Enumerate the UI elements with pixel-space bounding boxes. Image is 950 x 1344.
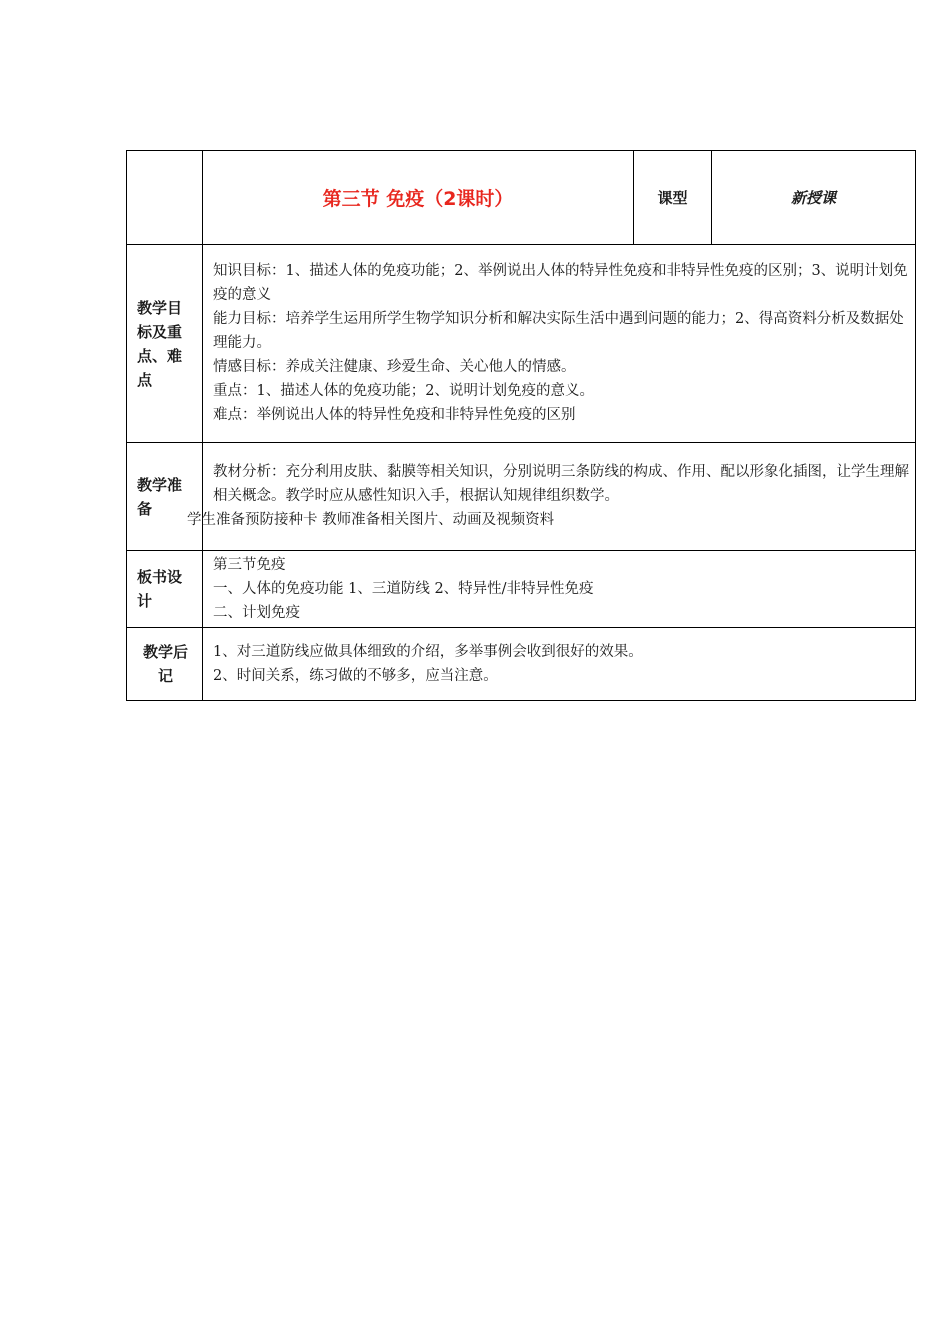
objectives-label: 教学目标及重点、难点 — [127, 245, 203, 443]
ability-objective: 能力目标：培养学生运用所学生物学知识分析和解决实际生活中遇到问题的能力；2、得高资料分析及数据处理能力。 — [213, 311, 904, 351]
lesson-type-value: 新授课 — [712, 151, 916, 245]
reflection-label: 教学后记 — [127, 628, 203, 701]
material-analysis: 教材分析：充分利用皮肤、黏膜等相关知识，分别说明三条防线的构成、作用、配以形象化插图，让学生理解相关概念。教学时应从感性知识入手，根据认知规律组织数学。 — [213, 464, 909, 504]
board-design-label: 板书设计 — [127, 551, 203, 628]
preparation-content — [187, 443, 916, 551]
reflection-line-2: 2、时间关系，练习做的不够多，应当注意。 — [213, 668, 498, 684]
preparation-label: 教学准备 — [127, 443, 203, 551]
header-row — [127, 151, 916, 245]
lesson-plan-table — [126, 150, 916, 701]
reflection-row — [127, 628, 916, 701]
board-section-1: 一、人体的免疫功能 1、三道防线 2、特异性/非特异性免疫 — [213, 581, 594, 597]
board-design-content — [203, 551, 916, 628]
difficult-points: 难点：举例说出人体的特异性免疫和非特异性免疫的区别 — [213, 407, 576, 423]
preparation-materials: 学生准备预防接种卡 教师准备相关图片、动画及视频资料 — [187, 512, 555, 528]
key-points: 重点：1、描述人体的免疫功能；2、说明计划免疫的意义。 — [213, 383, 594, 399]
board-section-2: 二、计划免疫 — [213, 605, 300, 621]
lesson-title: 第三节 免疫（2课时） — [203, 151, 634, 245]
board-design-row — [127, 551, 916, 628]
objectives-row — [127, 245, 916, 443]
preparation-row — [127, 443, 916, 551]
reflection-content — [203, 628, 916, 701]
board-title: 第三节免疫 — [213, 557, 286, 573]
header-empty-cell — [127, 151, 203, 245]
lesson-type-label: 课型 — [634, 151, 712, 245]
objectives-content — [203, 245, 916, 443]
knowledge-objective: 知识目标：1、描述人体的免疫功能；2、举例说出人体的特异性免疫和非特异性免疫的区别；3、说明计划免疫的意义 — [213, 263, 908, 303]
emotion-objective: 情感目标：养成关注健康、珍爱生命、关心他人的情感。 — [213, 359, 576, 375]
reflection-line-1: 1、对三道防线应做具体细致的介绍，多举事例会收到很好的效果。 — [213, 644, 643, 660]
